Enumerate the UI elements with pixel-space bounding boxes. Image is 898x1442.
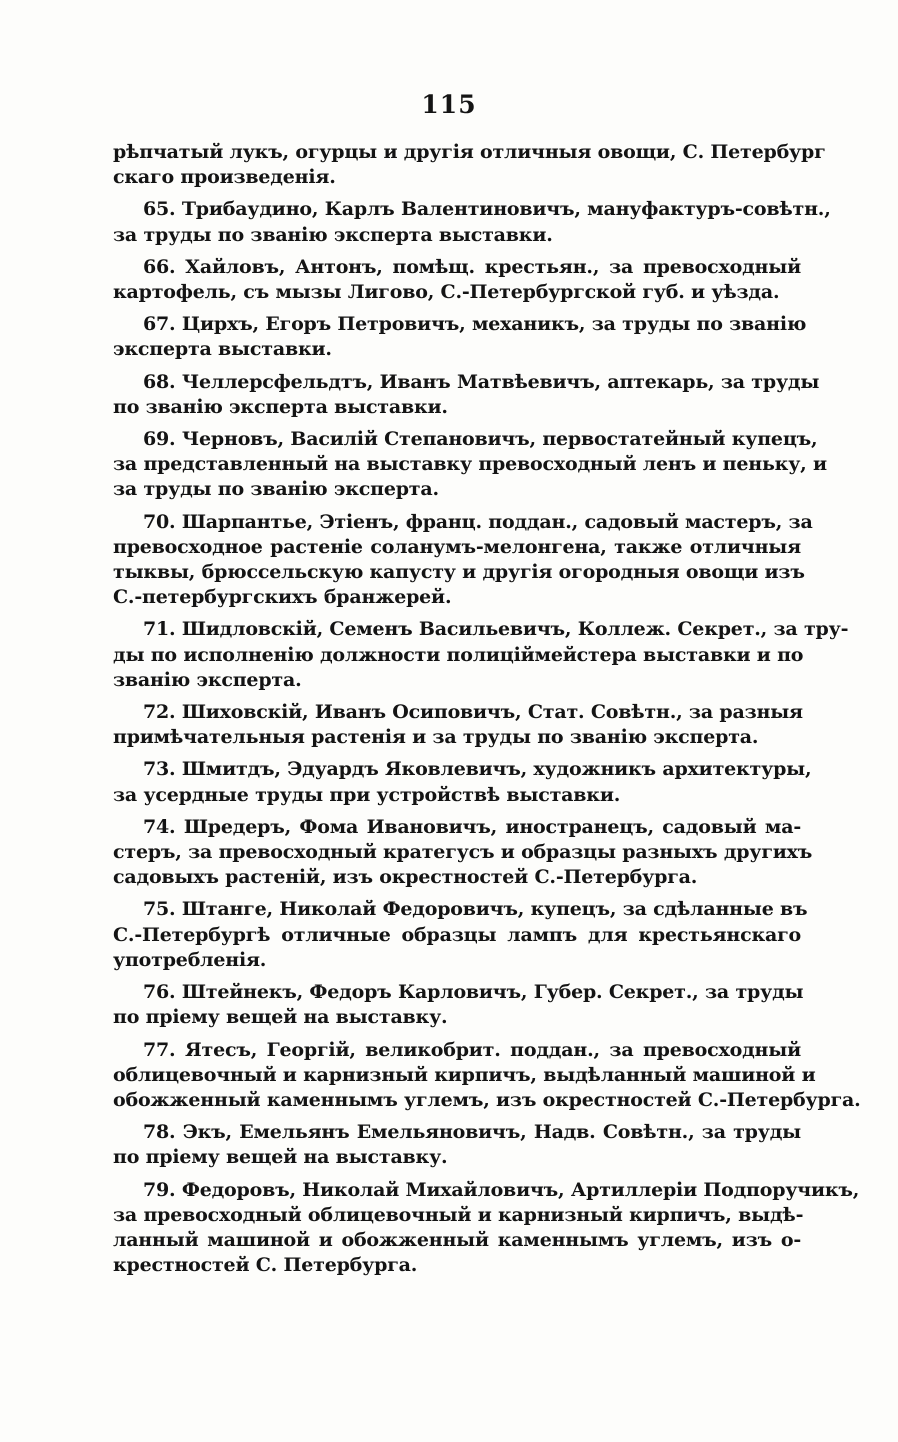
text-line: превосходное растеніе соланумъ-мелонгена, также отличныя xyxy=(113,535,801,558)
text-line: 75. Штанге, Николай Федоровичъ, купецъ, за сдѣланные въ xyxy=(143,898,808,921)
text-line: за представленный на выставку превосходный ленъ и пеньку, и xyxy=(113,453,827,476)
text-line: званію эксперта. xyxy=(113,668,302,691)
entry-69 xyxy=(113,427,827,503)
text-line: за превосходный облицевочный и карнизный кирпичъ, выдѣ- xyxy=(113,1203,804,1226)
text-line: тыквы, брюссельскую капусту и другія огородныя овощи изъ xyxy=(113,561,805,584)
text-line: 69. Черновъ, Василій Степановичъ, первостатейный купецъ, xyxy=(143,428,818,451)
text-line: С.-петербургскихъ бранжерей. xyxy=(113,586,452,609)
text-line: 68. Челлерсфельдтъ, Иванъ Матвѣевичъ, аптекарь, за труды xyxy=(143,370,820,393)
text-line: С.-Петербургѣ отличные образцы лампъ для крестьянскаго xyxy=(113,923,801,946)
text-line: эксперта выставки. xyxy=(113,338,332,361)
text-line: 76. Штейнекъ, Федоръ Карловичъ, Губер. Секрет., за труды xyxy=(143,981,804,1004)
entry-77 xyxy=(113,1038,861,1114)
text-line: 72. Шиховскій, Иванъ Осиповичъ, Стат. Совѣтн., за разныя xyxy=(143,701,803,724)
text-line: рѣпчатый лукъ, огурцы и другія отличныя овощи, С. Петербург xyxy=(113,141,826,163)
text-line: по званію эксперта выставки. xyxy=(113,395,448,418)
text-line: крестностей С. Петербурга. xyxy=(113,1254,418,1277)
text-line: 73. Шмитдъ, Эдуардъ Яковлевичъ, художникъ архитектуры, xyxy=(143,758,812,781)
text-line: по пріему вещей на выставку. xyxy=(113,1006,448,1029)
entry-79 xyxy=(113,1178,860,1279)
text-line: ды по исполненію должности полиціймейстера выставки и по xyxy=(113,643,804,666)
text-line: 77. Ятесъ, Георгій, великобрит. поддан., за превосходный xyxy=(143,1038,801,1061)
text-line: садовыхъ растеній, изъ окрестностей С.-Петербурга. xyxy=(113,866,698,889)
text-line: 67. Цирхъ, Егоръ Петровичъ, механикъ, за труды по званію xyxy=(143,313,807,336)
text-line: 74. Шредеръ, Фома Ивановичъ, иностранецъ, садовый ма- xyxy=(143,815,801,838)
text-line: за усердные труды при устройствѣ выставки. xyxy=(113,783,621,806)
entry-71 xyxy=(113,617,849,693)
text-line: стеръ, за превосходный кратегусъ и образцы разныхъ другихъ xyxy=(113,841,813,864)
text-line: по пріему вещей на выставку. xyxy=(113,1146,448,1169)
text-column xyxy=(113,140,861,1285)
text-line: 70. Шарпантье, Этіенъ, франц. поддан., садовый мастеръ, за xyxy=(143,510,813,533)
text-line: за труды по званію эксперта. xyxy=(113,478,439,501)
text-line: примѣчательныя растенія и за труды по званію эксперта. xyxy=(113,726,759,749)
entry-64-continuation xyxy=(113,140,826,190)
page-number: 115 xyxy=(421,90,477,119)
text-line: 78. Экъ, Емельянъ Емельяновичъ, Надв. Совѣтн., за труды xyxy=(143,1121,801,1144)
text-line: 66. Хайловъ, Антонъ, помѣщ. крестьян., за превосходный xyxy=(143,255,801,278)
text-line: ланный машиной и обожженный каменнымъ углемъ, изъ о- xyxy=(113,1228,801,1251)
text-line: скаго произведенія. xyxy=(113,166,336,189)
entry-74 xyxy=(113,815,813,891)
entry-66 xyxy=(113,255,801,305)
entry-78 xyxy=(113,1120,801,1170)
text-line: облицевочный и карнизный кирпичъ, выдѣланный машиной и xyxy=(113,1063,816,1086)
entry-68 xyxy=(113,370,820,420)
text-line: за труды по званію эксперта выставки. xyxy=(113,223,553,246)
text-line: 65. Трибаудино, Карлъ Валентиновичъ, мануфактуръ-совѣтн., xyxy=(143,198,831,221)
text-line: обожженный каменнымъ углемъ, изъ окрестностей С.-Петербурга. xyxy=(113,1088,861,1111)
entry-67 xyxy=(113,312,807,362)
entry-73 xyxy=(113,757,812,807)
entry-70 xyxy=(113,510,813,611)
entry-65 xyxy=(113,197,831,247)
entry-72 xyxy=(113,700,801,750)
text-line: 71. Шидловскій, Семенъ Васильевичъ, Коллеж. Секрет., за тру- xyxy=(143,618,849,641)
text-line: 79. Федоровъ, Николай Михайловичъ, Артиллеріи Подпоручикъ, xyxy=(143,1178,860,1201)
entry-75 xyxy=(113,897,808,973)
text-line: картофель, съ мызы Лигово, С.-Петербургской губ. и уѣзда. xyxy=(113,281,780,304)
entry-76 xyxy=(113,980,804,1030)
text-line: употребленія. xyxy=(113,948,267,971)
